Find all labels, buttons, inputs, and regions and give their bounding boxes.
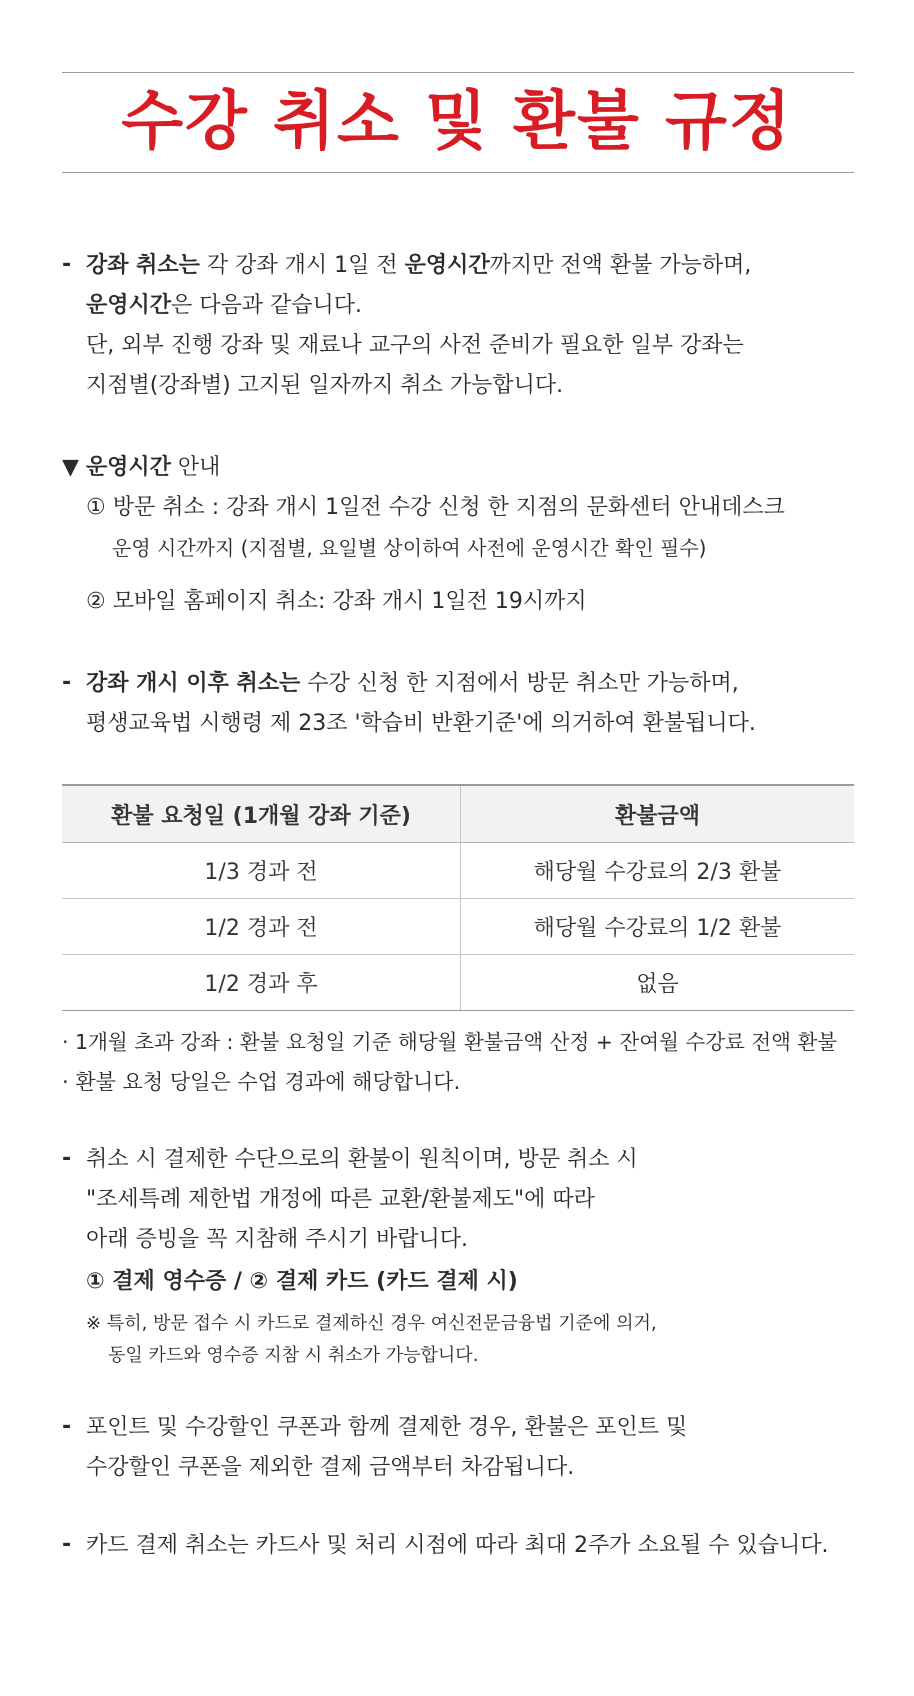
triangle-down-icon: ▼	[62, 455, 79, 480]
sec1-bold1: 강좌 취소는	[86, 253, 200, 278]
sec1-line1	[86, 246, 751, 286]
table-cell: 1/3 경과 전	[62, 843, 461, 899]
hours-item1-line1: ① 방문 취소 : 강좌 개시 1일전 수강 신청 한 지점의 문화센터 안내데스크	[86, 495, 785, 520]
table-header-date: 환불 요청일 (1개월 강좌 기준)	[62, 785, 461, 843]
note-1: · 1개월 초과 강좌 : 환불 요청일 기준 해당월 환불금액 산정 + 잔여월 수강료 전액 환불	[62, 1030, 838, 1054]
sec1-line3: 단, 외부 진행 강좌 및 재료나 교구의 사전 준비가 필요한 일부 강좌는	[86, 333, 744, 358]
sec3-small1: ※ 특히, 방문 접수 시 카드로 결제하신 경우 여신전문금융법 기준에 의거,	[86, 1313, 657, 1334]
refund-table	[62, 784, 854, 1011]
sec1-line4: 지점별(강좌별) 고지된 일자까지 취소 가능합니다.	[86, 373, 564, 398]
table-row	[62, 899, 854, 955]
table-cell: 해당월 수강료의 2/3 환불	[461, 843, 855, 899]
sec3-line2: "조세특례 제한법 개정에 따른 교환/환불제도"에 따라	[86, 1187, 595, 1212]
sec1-text1: 각 강좌 개시 1일 전	[199, 253, 405, 278]
hours-item1-line2: 운영 시간까지 (지점별, 요일별 상이하여 사전에 운영시간 확인 필수)	[112, 536, 707, 560]
sec3-line1: 취소 시 결제한 수단으로의 환불이 원칙이며, 방문 취소 시	[86, 1147, 638, 1172]
table-header-row	[62, 785, 854, 843]
table-cell: 1/2 경과 전	[62, 899, 461, 955]
sec4-line2: 수강할인 쿠폰을 제외한 결제 금액부터 차감됩니다.	[86, 1455, 575, 1480]
hours-heading-rest: 안내	[170, 455, 221, 480]
sec2-text: 수강 신청 한 지점에서 방문 취소만 가능하며,	[300, 671, 739, 696]
sec1-bold3: 운영시간	[86, 293, 172, 318]
table-row	[62, 955, 854, 1011]
table-cell: 없음	[461, 955, 855, 1011]
hours-item2: ② 모바일 홈페이지 취소: 강좌 개시 1일전 19시까지	[86, 589, 587, 614]
sec3-line3: 아래 증빙을 꼭 지참해 주시기 바랍니다.	[86, 1227, 468, 1252]
sec4-line1: 포인트 및 수강할인 쿠폰과 함께 결제한 경우, 환불은 포인트 및	[86, 1415, 688, 1440]
sec2-line1	[86, 664, 739, 704]
hours-heading	[62, 448, 220, 488]
hours-heading-bold: 운영시간	[85, 455, 171, 480]
bullet-dash: -	[62, 1414, 72, 1439]
bullet-dash: -	[62, 1532, 72, 1557]
sec5-line1: 카드 결제 취소는 카드사 및 처리 시점에 따라 최대 2주가 소요될 수 있습니다.	[86, 1533, 829, 1558]
sec1-text2: 까지만 전액 환불 가능하며,	[489, 253, 752, 278]
sec3-small2: 동일 카드와 영수증 지참 시 취소가 가능합니다.	[108, 1345, 479, 1366]
sec3-evidence: ① 결제 영수증 / ② 결제 카드 (카드 결제 시)	[86, 1269, 518, 1294]
table-cell: 해당월 수강료의 1/2 환불	[461, 899, 855, 955]
table-cell: 1/2 경과 후	[62, 955, 461, 1011]
title-bottom-rule	[62, 172, 854, 173]
bullet-dash: -	[62, 1146, 72, 1171]
top-rule	[62, 72, 854, 73]
bullet-dash: -	[62, 670, 72, 695]
bullet-dash: -	[62, 252, 72, 277]
table-row	[62, 843, 854, 899]
sec2-line2: 평생교육법 시행령 제 23조 '학습비 반환기준'에 의거하여 환불됩니다.	[86, 711, 756, 736]
page-title: 수강 취소 및 환불 규정	[121, 85, 793, 159]
note-2: · 환불 요청 당일은 수업 경과에 해당합니다.	[62, 1070, 461, 1094]
table-header-amount: 환불금액	[461, 785, 855, 843]
sec1-line2	[86, 286, 362, 326]
sec2-bold: 강좌 개시 이후 취소는	[86, 671, 301, 696]
sec1-bold2: 운영시간	[404, 253, 490, 278]
sec1-text3: 은 다음과 같습니다.	[171, 293, 363, 318]
